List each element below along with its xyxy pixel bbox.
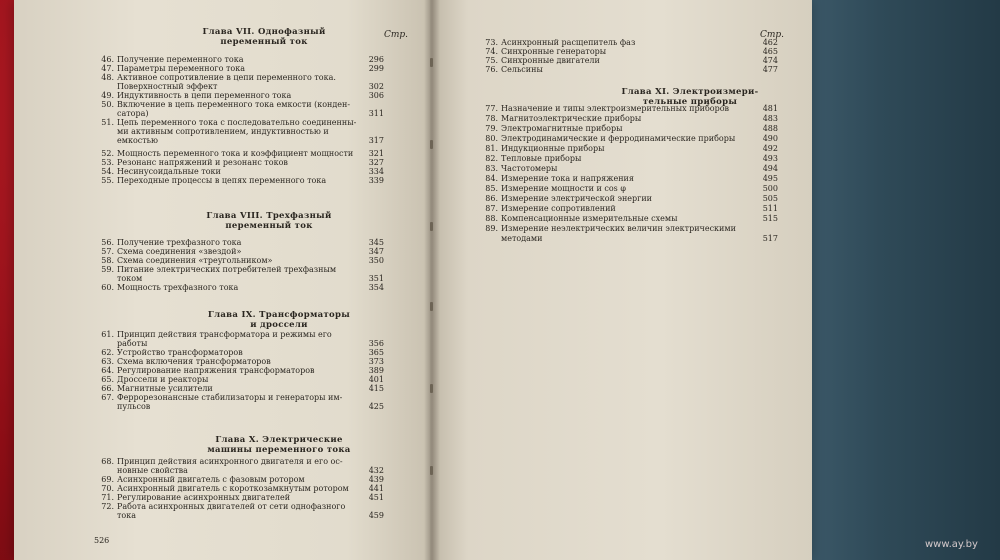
- toc-entry: [478, 174, 778, 184]
- toc-entry: [478, 134, 778, 144]
- toc-entry-number: 49.: [101, 91, 114, 100]
- toc-entry-page: 505: [762, 194, 778, 203]
- toc-entry-page: 365: [368, 348, 384, 357]
- toc-entry-number: 80.: [485, 134, 498, 143]
- toc-entry-title: Питание электрических потребителей трехфазным: [117, 265, 337, 274]
- toc-entry: [94, 402, 384, 412]
- toc-entry: [478, 214, 778, 224]
- toc-entry-number: 65.: [101, 375, 114, 384]
- toc-entry-number: 67.: [101, 393, 114, 402]
- toc-entry-title: Феррорезонансные стабилизаторы и генераторы им-: [117, 393, 343, 402]
- toc-entry-number: 47.: [101, 64, 114, 73]
- toc-entry: [94, 136, 384, 146]
- toc-entry: [478, 65, 778, 75]
- toc-entry-title: Компенсационные измерительные схемы: [501, 214, 678, 223]
- toc-entry-title: Измерение мощности и cos φ: [501, 184, 626, 193]
- toc-entry-page: 432: [368, 466, 384, 475]
- toc-entry-page: 495: [762, 174, 778, 183]
- chapter-10-title: Глава X. Электрические: [215, 435, 343, 445]
- toc-entry-page: 462: [762, 38, 778, 47]
- toc-entry-page: 354: [368, 283, 384, 292]
- chapter-9-heading: [189, 310, 369, 330]
- toc-entry-title: Мощность трехфазного тока: [117, 283, 239, 292]
- toc-entry-title: Индуктивность в цепи переменного тока: [117, 91, 292, 100]
- toc-entry: [94, 176, 384, 186]
- toc-entry-number: 84.: [485, 174, 498, 183]
- toc-entry-title: Несинусоидальные токи: [117, 167, 221, 176]
- toc-entry-number: 51.: [101, 118, 114, 127]
- toc-entry-title: сатора): [117, 109, 149, 118]
- toc-entry-title: емкостью: [117, 136, 158, 145]
- toc-entry-title: ми активным сопротивлением, индуктивностью и: [117, 127, 329, 136]
- toc-entry: [478, 124, 778, 134]
- toc-entry-title: Включение в цепь переменного тока емкости (конден-: [117, 100, 351, 109]
- chapter-10-subtitle: машины переменного тока: [207, 445, 351, 455]
- toc-entry-number: 60.: [101, 283, 114, 292]
- toc-entry-number: 63.: [101, 357, 114, 366]
- toc-entry-number: 70.: [101, 484, 114, 493]
- toc-entry-number: 74.: [485, 47, 498, 56]
- toc-entry-page: 339: [368, 176, 384, 185]
- left-page: [14, 0, 430, 560]
- toc-entry-number: 79.: [485, 124, 498, 133]
- toc-entry-number: 46.: [101, 55, 114, 64]
- binding-stitch: [430, 384, 433, 393]
- toc-entry: [94, 283, 384, 293]
- toc-entry-title: Мощность переменного тока и коэффициент мощности: [117, 149, 354, 158]
- chapter-7-title: Глава VII. Однофазный: [202, 27, 326, 37]
- toc-entry-title: Магнитоэлектрические приборы: [501, 114, 642, 123]
- toc-entry-page: 459: [368, 511, 384, 520]
- toc-entry-page: 389: [368, 366, 384, 375]
- toc-entry-number: 61.: [101, 330, 114, 339]
- toc-entry-title: методами: [501, 234, 543, 243]
- watermark: www.ay.by: [925, 539, 978, 550]
- toc-entry-number: 77.: [485, 104, 498, 113]
- toc-entry-page: 477: [762, 65, 778, 74]
- chapter-9-subtitle: и дроссели: [250, 320, 308, 330]
- toc-entry-number: 85.: [485, 184, 498, 193]
- toc-entry-page: 296: [368, 55, 384, 64]
- toc-entry-number: 88.: [485, 214, 498, 223]
- toc-entry-page: 299: [368, 64, 384, 73]
- toc-entry-title: Сельсины: [501, 65, 543, 74]
- toc-entry-number: 78.: [485, 114, 498, 123]
- toc-entry-page: 350: [368, 256, 384, 265]
- toc-entry-page: 517: [762, 234, 778, 243]
- toc-entry-title: пульсов: [117, 402, 151, 411]
- toc-entry-title: Схема включения трансформаторов: [117, 357, 271, 366]
- binding-stitch: [430, 140, 433, 149]
- chapter-8-title: Глава VIII. Трехфазный: [206, 211, 332, 221]
- toc-entry-number: 82.: [485, 154, 498, 163]
- toc-entry: [478, 144, 778, 154]
- toc-entry-page: 488: [762, 124, 778, 133]
- toc-entry-title: Регулирование напряжения трансформаторов: [117, 366, 315, 375]
- toc-entry-title: Получение переменного тока: [117, 55, 244, 64]
- toc-entry-title: Измерение сопротивлений: [501, 204, 616, 213]
- toc-entry-number: 52.: [101, 149, 114, 158]
- toc-entry-number: 53.: [101, 158, 114, 167]
- toc-entry-title: Дроссели и реакторы: [117, 375, 209, 384]
- toc-entry-title: новные свойства: [117, 466, 188, 475]
- page-column-label: Стр.: [760, 30, 785, 40]
- toc-entry-title: Активное сопротивление в цепи переменного тока.: [117, 73, 336, 82]
- toc-entry-number: 73.: [485, 38, 498, 47]
- toc-entry-page: 425: [368, 402, 384, 411]
- book-cover: [800, 0, 1000, 560]
- toc-entry-title: Схема соединения «треугольником»: [117, 256, 273, 265]
- chapter-9-title: Глава IX. Трансформаторы: [207, 310, 351, 320]
- toc-entry: [478, 114, 778, 124]
- toc-entry-page: 490: [762, 134, 778, 143]
- toc-entry-number: 62.: [101, 348, 114, 357]
- toc-entry-number: 87.: [485, 204, 498, 213]
- toc-entry-number: 58.: [101, 256, 114, 265]
- toc-entry-page: 306: [368, 91, 384, 100]
- toc-entry: [478, 164, 778, 174]
- toc-entry-number: 55.: [101, 176, 114, 185]
- toc-entry-page: 415: [368, 384, 384, 393]
- toc-entry-title: работы: [117, 339, 148, 348]
- toc-entry: [94, 511, 384, 521]
- toc-entry-page: 347: [368, 247, 384, 256]
- chapter-7-heading: [179, 27, 349, 47]
- toc-entry-title: Устройство трансформаторов: [117, 348, 243, 357]
- toc-entry-title: Измерение тока и напряжения: [501, 174, 634, 183]
- toc-entry-title: Схема соединения «звездой»: [117, 247, 242, 256]
- toc-entry-page: 321: [368, 149, 384, 158]
- toc-entry-page: 356: [368, 339, 384, 348]
- toc-entry-number: 89.: [485, 224, 498, 233]
- toc-entry-title: Регулирование асинхронных двигателей: [117, 493, 291, 502]
- toc-entry-page: 474: [762, 56, 778, 65]
- chapter-11-title: Глава XI. Электроизмери-: [621, 87, 759, 97]
- toc-entry-title: Индукционные приборы: [501, 144, 605, 153]
- toc-entry-number: 81.: [485, 144, 498, 153]
- toc-entry: [478, 194, 778, 204]
- toc-entry: [478, 154, 778, 164]
- toc-entry-number: 48.: [101, 73, 114, 82]
- toc-entry-title: Синхронные двигатели: [501, 56, 600, 65]
- toc-entry-title: Принцип действия асинхронного двигателя и его ос-: [117, 457, 343, 466]
- right-page: [430, 0, 812, 560]
- toc-entry-number: 76.: [485, 65, 498, 74]
- toc-entry-number: 54.: [101, 167, 114, 176]
- page-column-label: Стр.: [384, 30, 409, 40]
- toc-entry-title: Тепловые приборы: [501, 154, 582, 163]
- toc-entry-page: 327: [368, 158, 384, 167]
- toc-entry-number: 68.: [101, 457, 114, 466]
- toc-entry-number: 75.: [485, 56, 498, 65]
- toc-entry-title: Электромагнитные приборы: [501, 124, 623, 133]
- toc-entry-page: 483: [762, 114, 778, 123]
- toc-entry-title: Резонанс напряжений и резонанс токов: [117, 158, 288, 167]
- toc-entry-title: Цепь переменного тока с последовательно соединенны-: [117, 118, 357, 127]
- toc-entry-page: 334: [368, 167, 384, 176]
- toc-entry-number: 59.: [101, 265, 114, 274]
- toc-entry-page: 345: [368, 238, 384, 247]
- toc-entry-title: Магнитные усилители: [117, 384, 213, 393]
- toc-entry-number: 72.: [101, 502, 114, 511]
- toc-entry-number: 71.: [101, 493, 114, 502]
- chapter-11-subtitle: тельные приборы: [642, 97, 738, 107]
- binding-stitch: [430, 466, 433, 475]
- toc-entry-number: 69.: [101, 475, 114, 484]
- toc-entry: [478, 224, 778, 234]
- toc-entry-page: 302: [368, 82, 384, 91]
- toc-entry: [478, 184, 778, 194]
- toc-entry-page: 401: [368, 375, 384, 384]
- binding-stitch: [430, 58, 433, 67]
- toc-entry-page: 451: [368, 493, 384, 502]
- binding-stitch: [430, 222, 433, 231]
- toc-entry-title: Параметры переменного тока: [117, 64, 245, 73]
- toc-entry-title: Асинхронный расщепитель фаз: [501, 38, 636, 47]
- toc-entry-number: 86.: [485, 194, 498, 203]
- toc-entry-page: 494: [762, 164, 778, 173]
- toc-entry-title: Получение трехфазного тока: [117, 238, 242, 247]
- toc-entry-title: тока: [117, 511, 137, 520]
- toc-entry-page: 439: [368, 475, 384, 484]
- toc-entry-title: током: [117, 274, 143, 283]
- toc-entry-page: 500: [762, 184, 778, 193]
- toc-entry-page: 441: [368, 484, 384, 493]
- toc-entry-title: Синхронные генераторы: [501, 47, 607, 56]
- toc-entry-page: 373: [368, 357, 384, 366]
- toc-entry-title: Поверхностный эффект: [117, 82, 218, 91]
- page-number: 526: [94, 536, 110, 545]
- toc-entry-page: 351: [368, 274, 384, 283]
- chapter-8-subtitle: переменный ток: [225, 221, 313, 231]
- toc-entry-title: Переходные процессы в цепях переменного тока: [117, 176, 327, 185]
- toc-entry-title: Принцип действия трансформатора и режимы его: [117, 330, 332, 339]
- toc-entry-number: 66.: [101, 384, 114, 393]
- toc-entry-title: Работа асинхронных двигателей от сети однофазного: [117, 502, 346, 511]
- toc-entry-title: Частотомеры: [501, 164, 558, 173]
- toc-entry-number: 56.: [101, 238, 114, 247]
- toc-entry-page: 493: [762, 154, 778, 163]
- toc-entry-title: Электродинамические и ферродинамические приборы: [501, 134, 736, 143]
- toc-entry-page: 515: [762, 214, 778, 223]
- chapter-7-subtitle: переменный ток: [220, 37, 308, 47]
- toc-entry-title: Назначение и типы электроизмерительных приборов: [501, 104, 730, 113]
- toc-entry-page: 311: [368, 109, 384, 118]
- toc-entry-number: 83.: [485, 164, 498, 173]
- toc-entry-page: 492: [762, 144, 778, 153]
- chapter-10-heading: [189, 435, 369, 455]
- toc-entry-page: 481: [762, 104, 778, 113]
- toc-entry-title: Измерение электрической энергии: [501, 194, 652, 203]
- toc-entry-number: 50.: [101, 100, 114, 109]
- binding-stitch: [430, 302, 433, 311]
- toc-entry-page: 317: [368, 136, 384, 145]
- toc-entry-page: 465: [762, 47, 778, 56]
- toc-entry-title: Асинхронный двигатель с короткозамкнутым ротором: [117, 484, 349, 493]
- toc-entry-number: 64.: [101, 366, 114, 375]
- toc-entry: [478, 104, 778, 114]
- toc-entry-number: 57.: [101, 247, 114, 256]
- book-gutter: [424, 0, 440, 560]
- toc-entry: [478, 204, 778, 214]
- toc-entry: [478, 234, 778, 244]
- toc-entry-title: Измерение неэлектрических величин электрическими: [501, 224, 736, 233]
- toc-entry-title: Асинхронный двигатель с фазовым ротором: [117, 475, 305, 484]
- toc-entry-page: 511: [762, 204, 778, 213]
- chapter-8-heading: [184, 211, 354, 231]
